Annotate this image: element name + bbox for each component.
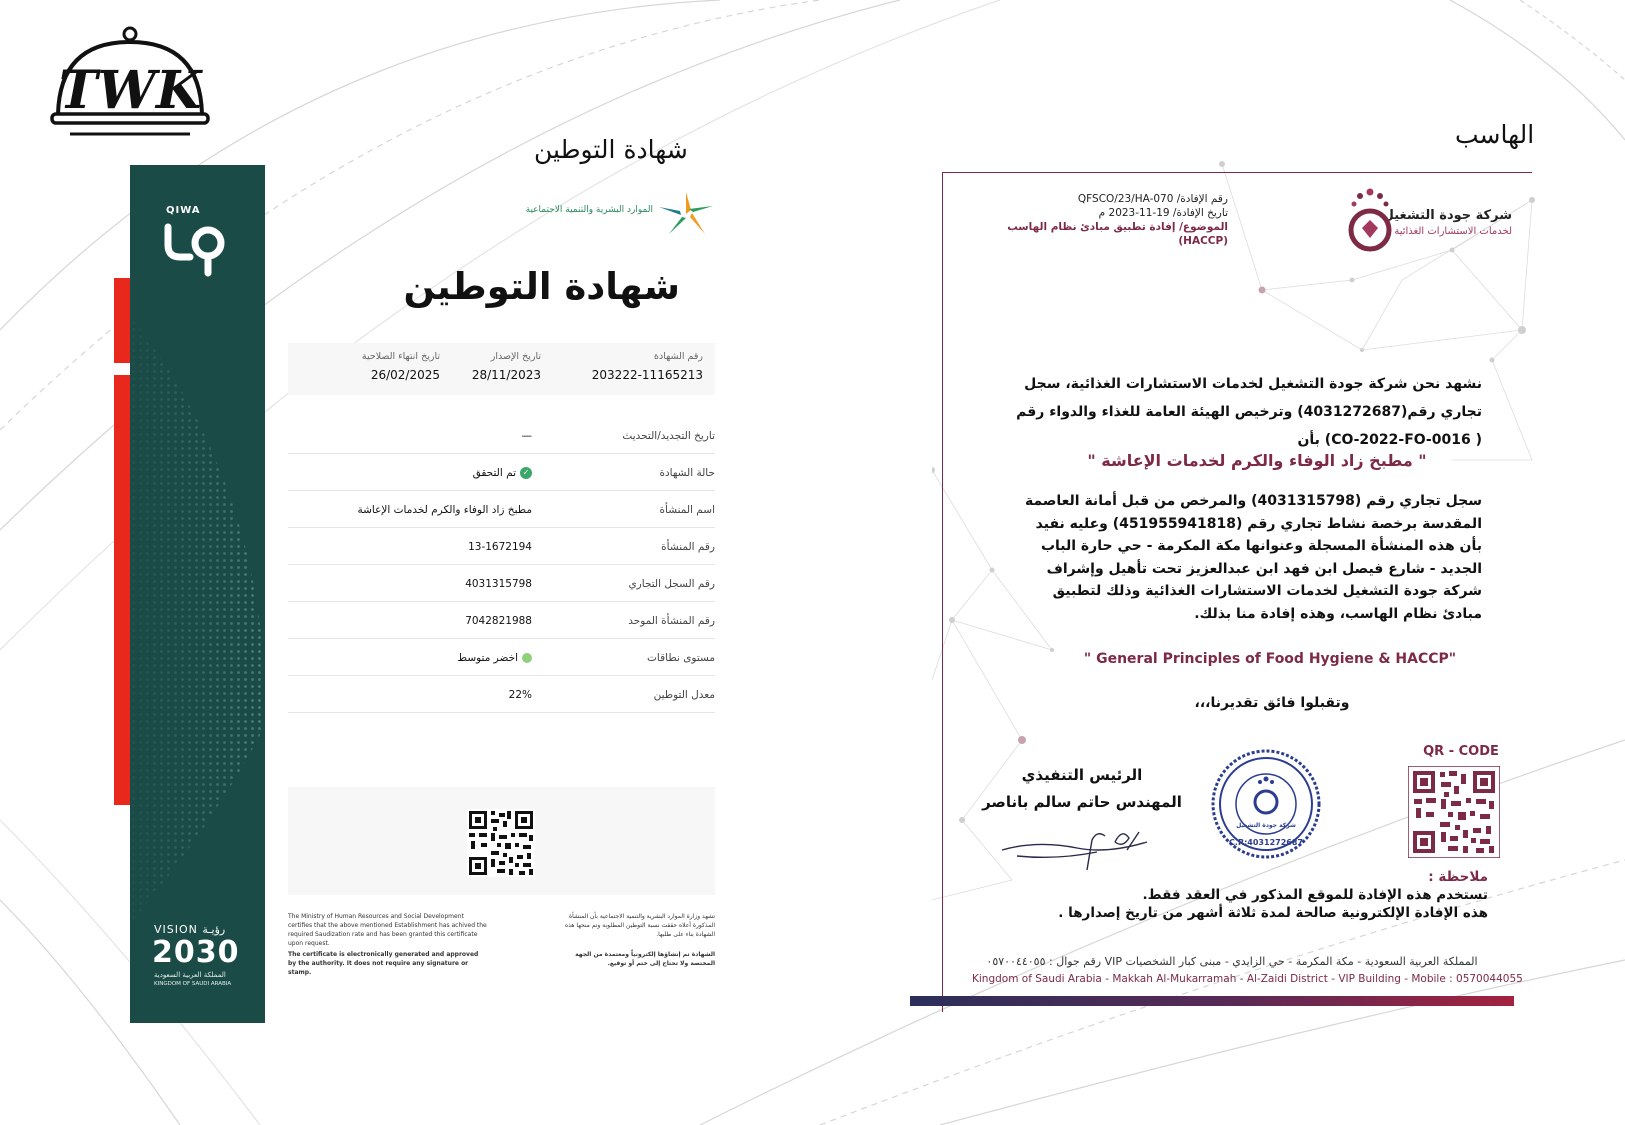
fine-print-en: The Ministry of Human Resources and Social Development certifies that the above mentioned Establishment has achived the required Saudization rate and has been granted this certificate upon request. xyxy=(288,913,487,947)
reference-date: تاريخ الإفادة/ 19-11-2023 م xyxy=(1098,207,1228,219)
vision-year: 2030 xyxy=(152,935,240,970)
certificate-details-table xyxy=(288,417,715,713)
qiwa-sidebar xyxy=(130,165,265,1023)
company-stamp xyxy=(1210,748,1322,860)
fine-print-en-note: The certificate is electronically generated and approved by the authority. It does not require any signature or stamp. xyxy=(288,951,479,976)
vision-label: VISION رؤيـة xyxy=(154,923,226,936)
table-row: رقم المنشأة 13-1672194 xyxy=(288,528,715,565)
svg-text:TWK: TWK xyxy=(58,60,202,121)
haccp-certificate xyxy=(942,160,1562,1012)
qr-code-label: QR - CODE xyxy=(1423,744,1499,759)
qr-code-icon[interactable] xyxy=(1408,766,1500,858)
red-accent-strip xyxy=(114,278,130,363)
haccp-principles-title: " General Principles of Food Hygiene & HACCP" xyxy=(1083,651,1457,667)
red-accent-strip xyxy=(114,375,130,805)
svg-text:C.R:4031272687: C.R:4031272687 xyxy=(1229,838,1303,847)
table-row: اسم المنشأة مطبخ زاد الوفاء والكرم لخدمات الإعاشة xyxy=(288,491,715,528)
chef-hat-icon xyxy=(1346,188,1394,254)
fine-print-ar-note: الشهادة تم إنشاؤها إلكترونياً ومعتمدة من الجهة المختصة ولا تحتاج إلى ختم أو توقيع. xyxy=(575,951,715,967)
svg-text:شركة جودة التشغيل: شركة جودة التشغيل xyxy=(1236,822,1296,829)
renewal-date-value: — xyxy=(521,430,532,442)
footer-gradient-bar xyxy=(910,996,1514,1006)
unified-number-value: 7042821988 xyxy=(465,615,532,627)
regards-text: وتقبلوا فائق تقديرنا،،، xyxy=(1194,695,1350,711)
footer-address-en: Kingdom of Saudi Arabia - Makkah Al-Mukarramah - Al-Zaidi District - VIP Building - Mobile : 0570044055 xyxy=(972,973,1523,985)
nitaqat-level-dot-icon xyxy=(522,653,532,663)
note-line: هذه الإفادة الإلكترونية صالحة لمدة ثلاثة أشهر من تاريخ إصدارها . xyxy=(1058,905,1488,921)
executive-title: الرئيس التنفيذي xyxy=(1021,766,1143,784)
qr-code-icon[interactable] xyxy=(467,809,535,877)
qr-section xyxy=(288,787,715,895)
reference-subject: الموضوع/ إفادة تطبيق مبادئ نظام الهاسب (HACCP) xyxy=(1007,221,1228,247)
section-title-haccp: الهاسب xyxy=(1455,120,1535,149)
note-block xyxy=(1032,868,1488,922)
summary-expiry-date: تاريخ انتهاء الصلاحية 26/02/2025 xyxy=(361,351,440,382)
company-logo xyxy=(1354,186,1534,256)
table-row: حالة الشهادة ✓ تم التحقق xyxy=(288,454,715,491)
saudization-rate-value: 22% xyxy=(508,689,532,701)
establishment-number-value: 13-1672194 xyxy=(468,541,532,553)
commercial-register-value: 4031315798 xyxy=(465,578,532,590)
section-title-saudization: شهادة التوطين xyxy=(534,135,688,164)
table-row: رقم السجل التجاري 4031315798 xyxy=(288,565,715,602)
qiwa-logo-icon xyxy=(160,217,232,277)
certificate-heading: شهادة التوطين xyxy=(403,265,680,308)
summary-issue-date: تاريخ الإصدار 28/11/2023 xyxy=(471,351,541,382)
executive-name: المهندس حاتم سالم باناصر xyxy=(982,793,1182,811)
qiwa-brand-text: QIWA xyxy=(166,205,201,216)
ministry-star-icon xyxy=(657,190,715,238)
company-name: شركة جودة التشغيل xyxy=(1382,208,1512,223)
nitaqat-level-value: اخضر متوسط xyxy=(457,652,518,664)
certificate-summary xyxy=(288,343,715,395)
vision-en-text: KINGDOM OF SAUDI ARABIA xyxy=(154,981,232,987)
footer-address-ar: المملكة العربية السعودية - مكة المكرمة - حي الزايدي - مبنى كبار الشخصيات VIP رقم جوال : ٠٥٧٠٠٤٤٠٥٥ xyxy=(986,955,1478,968)
status-badge: تم التحقق xyxy=(472,467,516,479)
table-row: رقم المنشأة الموحد 7042821988 xyxy=(288,602,715,639)
note-line: تستخدم هذه الإفادة للموقع المذكور في العقد فقط. xyxy=(1142,887,1488,903)
table-row: مستوى نطاقات اخضر متوسط xyxy=(288,639,715,676)
twk-logo xyxy=(48,22,213,140)
establishment-name: " مطبخ زاد الوفاء والكرم لخدمات الإعاشة " xyxy=(1087,451,1427,470)
establishment-name-value: مطبخ زاد الوفاء والكرم لخدمات الإعاشة xyxy=(357,504,532,516)
reference-block xyxy=(972,192,1228,248)
executive-block xyxy=(982,762,1182,816)
summary-certificate-number: رقم الشهادة 203222-11165213 xyxy=(591,351,703,382)
vision-ar-text: المملكة العربية السعودية xyxy=(154,971,226,979)
ministry-logo xyxy=(525,190,715,240)
certification-paragraph: نشهد نحن شركة جودة التشغيل لخدمات الاستشارات الغذائية، سجل تجاري رقم(4031272687) وترخيص الهيئة العامة للغذاء والدواء رقم ( CO-2022-FO-0016) بأن xyxy=(1016,376,1482,448)
ministry-logo-text: الموارد البشرية والتنمية الاجتماعية xyxy=(525,205,653,215)
establishment-details-paragraph: سجل تجاري رقم (4031315798) والمرخص من قبل أمانة العاصمة المقدسة برخصة نشاط تجاري رقم (451955941818) وعليه نفيد بأن هذه المنشأة المسجلة وعنوانها مكة المكرمة - حي حارة الباب الجديد - شارع فيصل ابن فهد ابن عبدالعزيز تحت تأهيل وإشراف شركة جودة التشغيل لخدمات الاستشارات الغذائية وذلك لتطبيق مبادئ نظام الهاسب، وهذه إفادة منا بذلك. xyxy=(1024,493,1482,622)
reference-number: رقم الإفادة/ QFSCO/23/HA-070 xyxy=(1077,193,1228,205)
fine-print-ar: تشهد وزارة الموارد البشرية والتنمية الاجتماعية بأن المنشأة المذكورة أعلاه حققت نسبة التوطين المطلوبة وتم منحها هذه الشهادة بناء على طلبها. xyxy=(565,913,715,938)
note-title: ملاحظة : xyxy=(1428,869,1488,885)
verified-check-icon: ✓ xyxy=(520,467,532,479)
table-row: تاريخ التجديد/التحديث — xyxy=(288,417,715,454)
dot-pattern xyxy=(130,165,265,1023)
company-subtitle: لخدمات الاستشارات الغذائية xyxy=(1394,226,1512,237)
table-row: معدل التوطين 22% xyxy=(288,676,715,713)
